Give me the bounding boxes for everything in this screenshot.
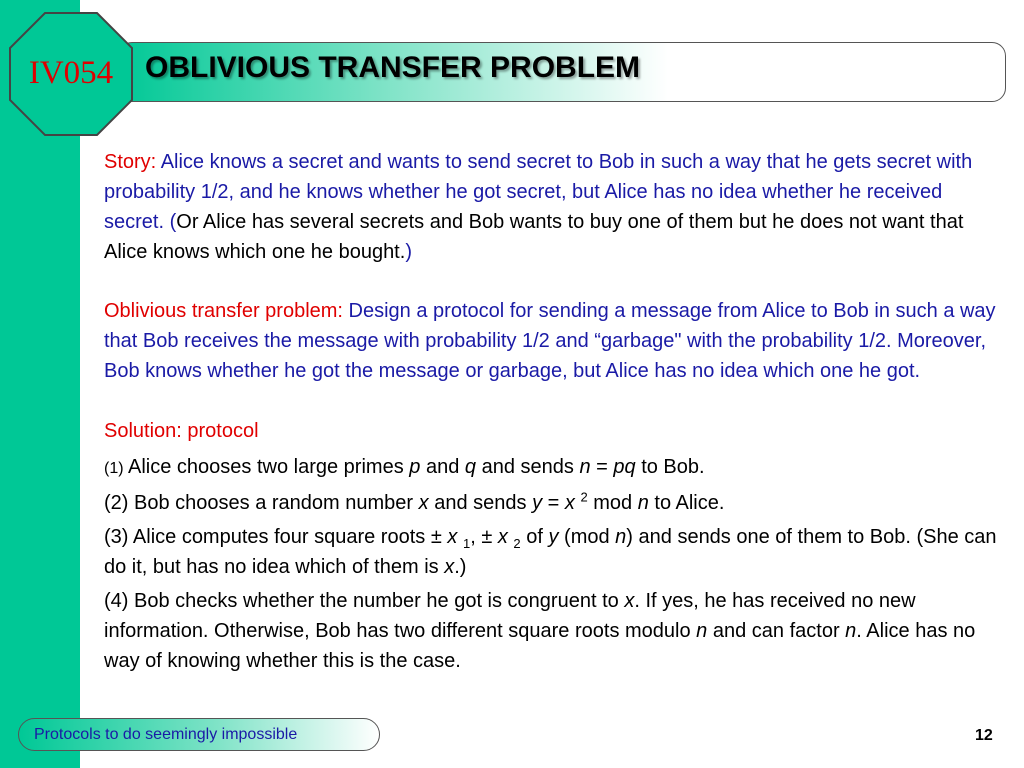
story-paragraph (104, 147, 1004, 267)
protocol-step-4: (4) Bob checks whether the number he got is congruent to x. If yes, he has received no new information. Otherwise, Bob has two different square roots modulo n and can factor n. Alice has no way of knowing whether this is the case. (104, 590, 976, 672)
protocol-step-3: (3) Alice computes four square roots ± x $_1$, ± x $_2$ of y (mod n) and sends one of them to Bob. (She can do it, but has no idea which of them is x.) (104, 526, 997, 578)
story-label: Story: (104, 151, 157, 173)
slide-title: OBLIVIOUS TRANSFER PROBLEM (145, 51, 641, 84)
story-aside: Or Alice has several secrets and Bob wants to buy one of them but he does not want that Alice knows which one he bought. (104, 211, 964, 263)
problem-label: Oblivious transfer problem: (104, 300, 343, 322)
solution-label: Solution: protocol (104, 420, 259, 442)
story-close-paren: ) (405, 241, 412, 263)
problem-text: Design a protocol for sending a message from Alice to Bob in such a way that Bob receives the message with probability 1/2 and “garbage" with the probability 1/2. Moreover, Bob knows whether he got the message or garbage, but Alice has no idea which one he got. (104, 300, 996, 382)
story-open-paren: ( (169, 211, 177, 233)
problem-paragraph (104, 296, 1004, 386)
page-number: 12 (975, 727, 993, 744)
footer-text: Protocols to do seemingly impossible (34, 726, 298, 743)
protocol-step-2: (2) Bob chooses a random number x and sends y = x $^2$ mod n to Alice. (104, 489, 725, 514)
story-text: Alice knows a secret and wants to send secret to Bob in such a way that he gets secret with probability 1/2, and he knows whether he got secret, but Alice has no idea whether he received secret. (104, 151, 973, 233)
protocol-step-1: (1) Alice chooses two large primes p and q and sends n = pq to Bob. (104, 456, 705, 478)
slide-body (104, 147, 1004, 676)
course-code: IV054 (28, 55, 114, 91)
